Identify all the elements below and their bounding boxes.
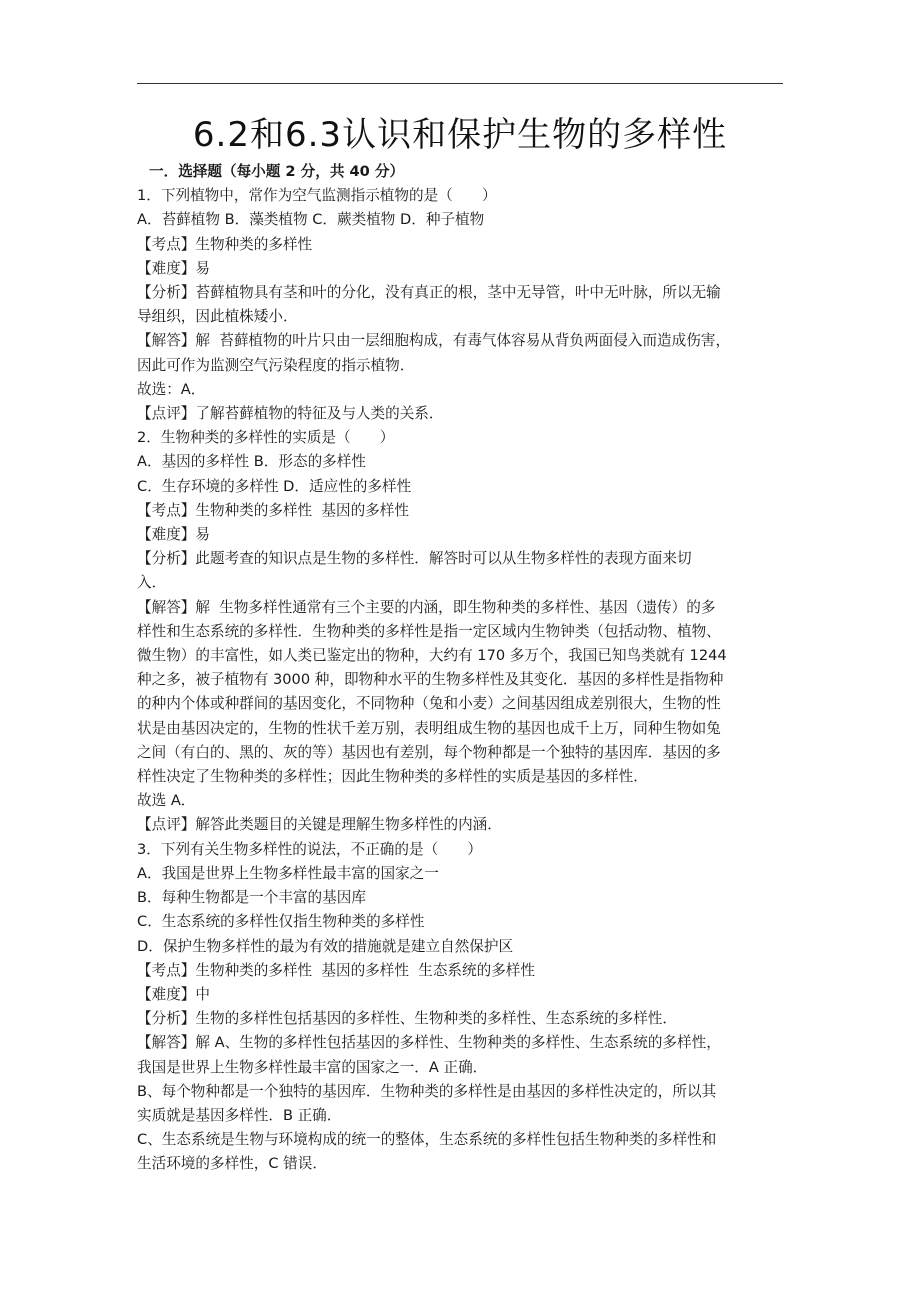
- text-line: 【点评】了解苔藓植物的特征及与人类的关系．: [137, 405, 444, 423]
- text-line: C．生存环境的多样性 D．适应性的多样性: [137, 477, 412, 495]
- text-lines: [137, 184, 783, 1176]
- text-line: 【分析】苔藓植物具有茎和叶的分化，没有真正的根，茎中无导管，叶中无叶脉，所以无输: [137, 284, 721, 302]
- text-line: 我国是世界上生物多样性最丰富的国家之一．A 正确．: [137, 1058, 488, 1076]
- text-line: 【难度】中: [137, 985, 210, 1003]
- section-heading: 一．选择题（每小题 2 分，共 40 分）: [149, 163, 405, 180]
- text-line: 样性和生态系统的多样性．生物种类的多样性是指一定区域内生物钟类（包括动物、植物、: [137, 622, 721, 640]
- text-line: 【难度】易: [137, 259, 210, 277]
- text-line: 因此可作为监测空气污染程度的指示植物．: [137, 356, 415, 374]
- text-line: 【分析】生物的多样性包括基因的多样性、生物种类的多样性、生态系统的多样性．: [137, 1010, 677, 1028]
- text-line: B、每个物种都是一个独特的基因库．生物种类的多样性是由基因的多样性决定的，所以其: [137, 1082, 717, 1100]
- text-line: 导组织，因此植株矮小．: [137, 308, 298, 326]
- text-line: D．保护生物多样性的最为有效的措施就是建立自然保护区: [137, 937, 514, 955]
- text-line: A．基因的多样性 B．形态的多样性: [137, 453, 366, 471]
- text-line: 之间（有白的、黑的、灰的等）基因也有差别，每个物种都是一个独特的基因库．基因的多: [137, 743, 721, 761]
- text-line: 实质就是基因多样性．B 正确．: [137, 1106, 342, 1124]
- text-line: 的种内个体或种群间的基因变化，不同物种（兔和小麦）之间基因组成差别很大，生物的性: [137, 695, 721, 713]
- text-line: 种之多，被子植物有 3000 种，即物种水平的生物多样性及其变化．基因的多样性是指物种: [137, 671, 724, 689]
- text-line: 【分析】此题考查的知识点是生物的多样性．解答时可以从生物多样性的表现方面来切: [137, 550, 692, 568]
- header-rule: [137, 83, 783, 84]
- text-line: 2．生物种类的多样性的实质是（ ）: [137, 429, 395, 447]
- text-line: C、生态系统是生物与环境构成的统一的整体，生态系统的多样性包括生物种类的多样性和: [137, 1131, 717, 1149]
- text-line: A．苔藓植物 B．藻类植物 C．蕨类植物 D．种子植物: [137, 211, 485, 229]
- text-line: 微生物）的丰富性，如人类已鉴定出的物种，大约有 170 多万个，我国已知鸟类就有 1244: [137, 647, 727, 665]
- text-line: 【解答】解 生物多样性通常有三个主要的内涵，即生物种类的多样性、基因（遗传）的多: [137, 598, 716, 616]
- text-line: 状是由基因决定的，生物的性状千差万别，表明组成生物的基因也成千上万，同种生物如兔: [137, 719, 721, 737]
- text-line: C．生态系统的多样性仅指生物种类的多样性: [137, 913, 425, 931]
- text-line: 【考点】生物种类的多样性 基因的多样性 生态系统的多样性: [137, 961, 535, 979]
- text-line: 【考点】生物种类的多样性: [137, 235, 313, 253]
- text-line: 样性决定了生物种类的多样性；因此生物种类的多样性的实质是基因的多样性．: [137, 768, 648, 786]
- text-line: 故选：A．: [137, 380, 206, 398]
- text-line: 【考点】生物种类的多样性 基因的多样性: [137, 501, 409, 519]
- page-title: 6.2和6.3认识和保护生物的多样性: [192, 115, 728, 155]
- text-line: 【点评】解答此类题目的关键是理解生物多样性的内涵．: [137, 816, 502, 834]
- text-line: A．我国是世界上生物多样性最丰富的国家之一: [137, 864, 439, 882]
- text-line: 3．下列有关生物多样性的说法，不正确的是（ ）: [137, 840, 482, 858]
- text-line: 生活环境的多样性，C 错误．: [137, 1155, 327, 1173]
- text-line: 【难度】易: [137, 526, 210, 544]
- text-line: 故选 A．: [137, 792, 196, 810]
- document-body: [137, 160, 783, 1177]
- text-line: 1．下列植物中，常作为空气监测指示植物的是（ ）: [137, 187, 497, 205]
- text-line: 【解答】解 苔藓植物的叶片只由一层细胞构成，有毒气体容易从背负两面侵入而造成伤害，: [137, 332, 731, 350]
- text-line: 入．: [137, 574, 167, 592]
- text-line: B．每种生物都是一个丰富的基因库: [137, 889, 366, 907]
- text-line: 【解答】解 A、生物的多样性包括基因的多样性、生物种类的多样性、生态系统的多样性，: [137, 1034, 721, 1052]
